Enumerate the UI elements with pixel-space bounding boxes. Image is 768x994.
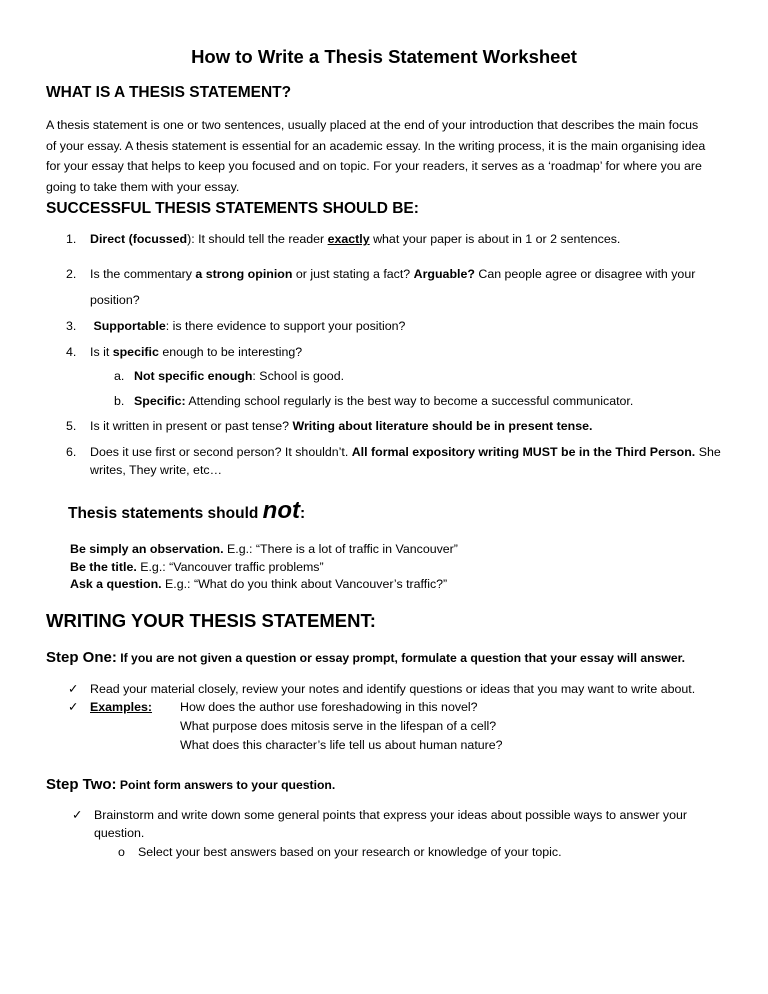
example-text: How does the author use foreshadowing in this novel? xyxy=(180,700,478,714)
item-text: Does it use first or second person? It shouldn’t. xyxy=(90,445,352,459)
should-not-list xyxy=(70,541,458,594)
item-bold: All formal expository writing MUST be in the Third Person. xyxy=(351,445,696,459)
example-text: What purpose does mitosis serve in the lifespan of a cell? xyxy=(180,719,497,733)
item-text: She xyxy=(695,445,721,459)
list-number: 3. xyxy=(66,319,77,333)
checklist-item xyxy=(68,697,478,717)
bullet-marker: o xyxy=(118,845,125,859)
item-bold: Not specific enough xyxy=(134,369,253,383)
step-one-heading xyxy=(46,649,685,667)
sub-list-item xyxy=(114,366,344,386)
sub-bullet-item xyxy=(118,842,562,862)
list-number: 5. xyxy=(66,419,77,433)
item-bold: specific xyxy=(112,345,159,359)
list-item xyxy=(70,559,458,577)
what-is-paragraph xyxy=(46,115,736,197)
item-underline: exactly xyxy=(327,232,370,246)
item-text: enough to be interesting? xyxy=(158,345,303,359)
item-bold: Be simply an observation. xyxy=(70,542,224,556)
section-heading-writing: WRITING YOUR THESIS STATEMENT: xyxy=(46,610,376,631)
paragraph-line: of your essay. A thesis statement is essential for an academic essay. In the writing process, it is the main organising idea xyxy=(46,138,706,153)
item-bold: Writing about literature should be in present tense. xyxy=(292,419,593,433)
item-text: or just stating a fact? xyxy=(292,267,414,281)
sub-list-item xyxy=(114,391,633,411)
item-text: E.g.: “What do you think about Vancouver’s traffic?” xyxy=(161,577,448,591)
item-bold: Specific: xyxy=(134,394,186,408)
item-text: what your paper is about in 1 or 2 sentences. xyxy=(369,232,621,246)
list-item xyxy=(70,576,458,594)
step-label: Step Two: xyxy=(46,776,117,793)
item-text: Select your best answers based on your research or knowledge of your topic. xyxy=(138,845,562,859)
list-number: 4. xyxy=(66,345,77,359)
sub-list-letter: a. xyxy=(114,369,125,383)
item-text: Is the commentary xyxy=(90,267,196,281)
page-title: How to Write a Thesis Statement Worksheet xyxy=(191,46,577,67)
item-text: Attending school regularly is the best way to become a successful communicator. xyxy=(185,394,634,408)
checklist-item xyxy=(68,679,695,699)
check-icon: ✓ xyxy=(72,807,83,822)
item-text: Is it written in present or past tense? xyxy=(90,419,293,433)
item-bold: Supportable xyxy=(93,319,166,333)
item-text: Is it xyxy=(90,345,113,359)
item-bold: a strong opinion xyxy=(195,267,293,281)
heading-text: Thesis statements should xyxy=(68,505,263,522)
list-item xyxy=(66,342,302,362)
list-number: 6. xyxy=(66,445,77,459)
list-item-continuation: question. xyxy=(94,826,145,840)
heading-emphasis: not xyxy=(262,497,300,524)
item-text: E.g.: “Vancouver traffic problems” xyxy=(136,559,324,574)
list-item xyxy=(66,264,695,284)
list-item xyxy=(66,416,592,436)
item-bold: Arguable? xyxy=(413,267,475,281)
check-icon: ✓ xyxy=(68,681,79,696)
item-text: ): It should tell the reader xyxy=(187,232,328,246)
list-number: 1. xyxy=(66,232,77,246)
list-item-continuation: writes, They write, etc… xyxy=(90,463,222,477)
example-text: What does this character’s life tell us about human nature? xyxy=(180,738,503,752)
heading-text: : xyxy=(299,505,306,522)
paragraph-line: for your essay that helps to keep you focused and on topic. For your readers, it serves as a ‘roadmap’ for where you are xyxy=(46,159,702,173)
list-number: 2. xyxy=(66,267,77,281)
list-item xyxy=(66,442,721,462)
item-bold: Direct (focussed xyxy=(90,232,188,246)
checklist-item xyxy=(72,805,687,825)
item-text: : is there evidence to support your position? xyxy=(165,319,406,333)
item-bold: Ask a question. xyxy=(70,577,162,591)
step-two-heading xyxy=(46,776,335,794)
list-item-continuation: position? xyxy=(90,293,140,307)
item-bold: Be the title. xyxy=(70,559,137,574)
item-text: E.g.: “There is a lot of traffic in Vancouver” xyxy=(223,542,458,556)
step-description: Point form answers to your question. xyxy=(116,778,336,792)
step-label: Step One: xyxy=(46,649,117,666)
sub-list-letter: b. xyxy=(114,394,125,408)
item-text: : School is good. xyxy=(252,369,345,383)
list-item xyxy=(70,541,458,559)
paragraph-line: A thesis statement is one or two sentences, usually placed at the end of your introduction that describes the main focus xyxy=(46,118,699,132)
paragraph-line: going to take them with your essay. xyxy=(46,179,240,194)
section-heading-successful: SUCCESSFUL THESIS STATEMENTS SHOULD BE: xyxy=(46,200,419,217)
list-item xyxy=(66,229,620,249)
step-description: If you are not given a question or essay prompt, formulate a question that your essay will answer. xyxy=(116,651,686,665)
section-heading-what-is: WHAT IS A THESIS STATEMENT? xyxy=(46,84,292,101)
should-not-heading xyxy=(68,497,305,525)
check-icon: ✓ xyxy=(68,699,79,714)
examples-label: Examples: xyxy=(90,700,152,714)
list-item xyxy=(66,316,405,336)
item-text: Can people agree or disagree with your xyxy=(474,267,696,281)
item-text: Brainstorm and write down some general points that express your ideas about possible ways to answer your xyxy=(94,808,687,822)
item-text: Read your material closely, review your notes and identify questions or ideas that you may want to write about. xyxy=(90,682,696,696)
